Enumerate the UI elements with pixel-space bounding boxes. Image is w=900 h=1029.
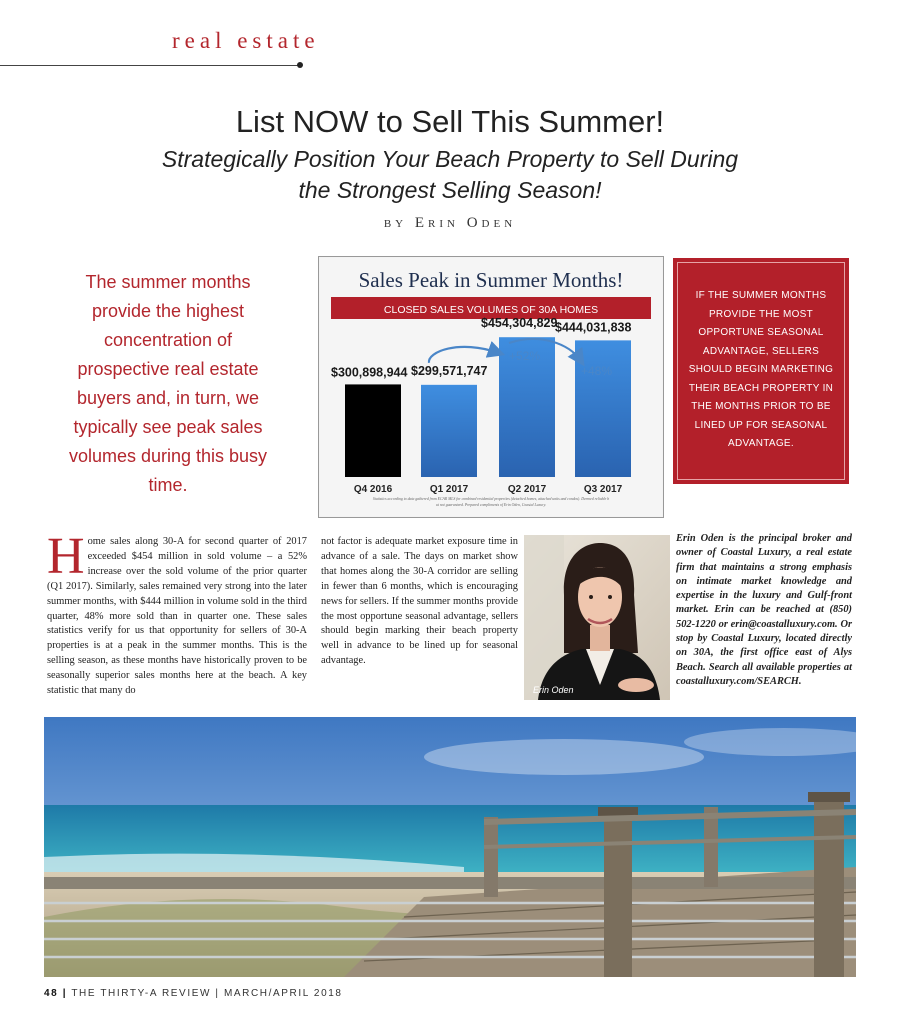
chart-value-label: $299,571,747 [411, 363, 488, 378]
page-footer [44, 988, 343, 999]
chart-annotation: +52% [509, 349, 541, 363]
chart-title: Sales Peak in Summer Months! [358, 268, 624, 292]
chart-footnote: ut not guaranteed. Prepared compliments of Erin Oden, Coastal Luxury. [435, 503, 547, 507]
beach-boardwalk-photo [44, 717, 856, 977]
author-portrait [524, 535, 670, 700]
chart-category-label: Q3 2017 [583, 484, 623, 495]
body-column-2: not factor is adequate market exposure time in advance of a sale. The days on market show that homes along the 30-A corridor are selling in fewer than 6 months, which is encouraging news for sellers. If the summer months provide the most opportune seasonal advantage, sellers should begin marking their beach property well in advance to be lined up for seasonal advantage. [321, 536, 518, 667]
headline: List NOW to Sell This Summer! [235, 104, 665, 139]
chart-value-label: $444,031,838 [555, 320, 632, 335]
sidebar-callout [673, 258, 849, 484]
page-number: 48 [44, 988, 59, 999]
publication-info: THE THIRTY-A REVIEW | MARCH/APRIL 2018 [71, 988, 343, 999]
chart-category-label: Q4 2016 [353, 484, 393, 495]
pull-quote: The summer months provide the highest concentration of prospective real estate buyers and, in turn, we typically see peak sales volumes during this busy time. [68, 272, 268, 495]
body-text-1: ome sales along 30-A for second quarter of 2017 exceeded $454 million in sold volume – a 52% increase over the sold volume of the prior quarter (Q1 2017). Similarly, sales remained very strong into the later summer months, with $444 million in volume sold in the third quarter, 48% more sold than in quarter one. These sales statistics verify for us that opportunity for sellers of 30-A properties is at a peak in the summer months. This is the selling season, as these months have historically proven to be seasonally superior sales months here at the beach. A key statistic that many do [47, 536, 307, 697]
chart-annotation: +48% [581, 364, 613, 378]
chart-footnote: Statistics according to data gathered from ECAR MLS for combined residential properties (detached homes, attached units and condos). Deemed reliable b [372, 497, 610, 501]
chart-bar [421, 385, 477, 477]
byline [0, 215, 900, 232]
chart-category-label: Q2 2017 [507, 484, 547, 495]
header-rule [0, 65, 300, 66]
sidebar-text: IF THE SUMMER MONTHS PROVIDE THE MOST OPPORTUNE SEASONAL ADVANTAGE, SELLERS SHOULD BEGIN MARKETING THEIR BEACH PROPERTY IN THE MONTHS PRIOR TO BE LINED UP FOR SEASONAL ADVANTAGE. [688, 290, 834, 449]
portrait-caption: Erin Oden [533, 685, 574, 695]
beach-photo-image [44, 717, 856, 977]
byline-text: by Erin Oden [383, 215, 517, 231]
sales-chart-svg [319, 257, 663, 517]
portrait-image [524, 535, 670, 700]
chart-value-label: $454,304,829 [481, 316, 558, 331]
drop-cap: H [47, 528, 85, 585]
footer-separator: | [62, 988, 68, 999]
chart-bar [575, 340, 631, 477]
subheadline: Strategically Position Your Beach Property to Sell During the Strongest Selling Season! [161, 146, 739, 203]
chart-category-label: Q1 2017 [429, 484, 469, 495]
sales-chart [318, 256, 664, 518]
sidebar-border [677, 262, 845, 480]
chart-bar [345, 384, 401, 477]
chart-subtitle: CLOSED SALES VOLUMES OF 30A HOMES [383, 304, 599, 316]
chart-value-label: $300,898,944 [331, 365, 408, 380]
section-label: real estate [172, 28, 320, 53]
author-bio: Erin Oden is the principal broker and owner of Coastal Luxury, a real estate firm that maintains a strong emphasis on intimate market knowledge and expertise in the luxury and Gulf-front market. Erin can be reached at (850) 502-1220 or erin@coastalluxury.com. Or stop by Coastal Luxury, located directly on 30A, the first office east of Alys Beach. Search all available properties at coastalluxury.com/SEARCH. [676, 533, 852, 687]
body-column-1 [47, 528, 307, 699]
header-rule-dot [297, 62, 303, 68]
